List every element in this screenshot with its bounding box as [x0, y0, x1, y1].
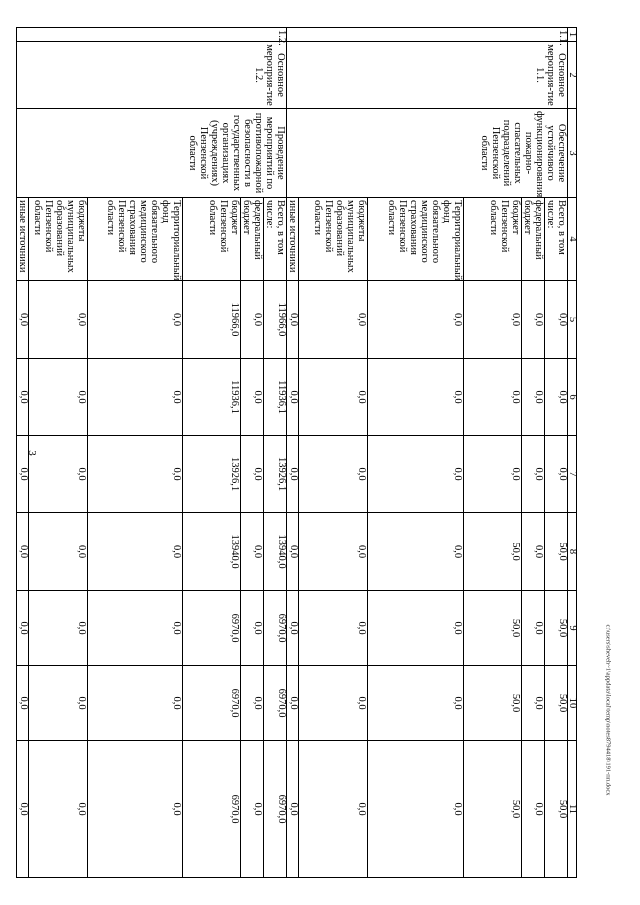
table-row: [544, 28, 567, 878]
column-number-header: 7: [568, 436, 577, 513]
funding-value: 0,0: [521, 436, 544, 513]
funding-source: федеральный бюджет: [240, 198, 263, 281]
funding-value: 0,0: [28, 281, 87, 359]
funding-value: 50,0: [544, 513, 567, 591]
funding-value: 50,0: [544, 591, 567, 666]
funding-value: 0,0: [367, 281, 463, 359]
funding-value: 0,0: [298, 359, 367, 436]
funding-source: Территориальный фонд обязательного медицинского страхования Пензенской области: [367, 198, 463, 281]
funding-value: 13926,1: [263, 436, 286, 513]
funding-value: 0,0: [286, 359, 298, 436]
funding-value: 0,0: [16, 513, 28, 591]
funding-value: 0,0: [544, 359, 567, 436]
funding-value: 0,0: [16, 359, 28, 436]
funding-source: Всего, в том числе:: [544, 198, 567, 281]
header-row: [568, 28, 577, 878]
funding-source: иные источники: [286, 198, 298, 281]
column-number-header: 2: [568, 42, 577, 109]
column-number-header: 1: [568, 28, 577, 42]
funding-value: 0,0: [286, 436, 298, 513]
item-number: 1.2.: [16, 28, 286, 42]
funding-source: бюджеты муниципальных образований Пензенской области: [28, 198, 87, 281]
funding-value: 0,0: [367, 359, 463, 436]
funding-value: 0,0: [367, 591, 463, 666]
funding-value: 0,0: [286, 666, 298, 741]
funding-value: 0,0: [87, 359, 182, 436]
funding-source: иные источники: [16, 198, 28, 281]
funding-value: 6970,0: [182, 591, 240, 666]
funding-value: 0,0: [463, 436, 521, 513]
item-number: 1.1.: [286, 28, 567, 42]
funding-source: Территориальный фонд обязательного медицинского страхования Пензенской области: [87, 198, 182, 281]
funding-value: 13940,0: [263, 513, 286, 591]
funding-value: 0,0: [286, 591, 298, 666]
funding-value: 0,0: [298, 513, 367, 591]
funding-value: 0,0: [240, 436, 263, 513]
column-number-header: 6: [568, 359, 577, 436]
funding-value: 0,0: [286, 741, 298, 878]
funding-value: 0,0: [521, 513, 544, 591]
funding-value: 0,0: [521, 591, 544, 666]
funding-value: 0,0: [28, 741, 87, 878]
event-title: Проведение мероприятий по противопожарной безопасности в государственных организациях (учреждениях) Пензенской области: [16, 109, 286, 198]
funding-value: 0,0: [298, 591, 367, 666]
funding-value: 6970,0: [263, 591, 286, 666]
funding-value: 0,0: [521, 281, 544, 359]
funding-value: 0,0: [298, 666, 367, 741]
funding-value: 0,0: [87, 281, 182, 359]
column-number-header: 9: [568, 591, 577, 666]
funding-value: 6970,0: [182, 666, 240, 741]
funding-value: 0,0: [87, 513, 182, 591]
funding-value: 0,0: [240, 741, 263, 878]
page-number: 3: [26, 450, 38, 456]
event-type: Основное мероприя-тие 1.1.: [286, 42, 567, 109]
funding-value: 0,0: [240, 281, 263, 359]
funding-value: 0,0: [286, 281, 298, 359]
event-type: Основное мероприя-тие 1.2.: [16, 42, 286, 109]
funding-value: 0,0: [16, 281, 28, 359]
funding-value: 50,0: [463, 741, 521, 878]
funding-source: бюджет Пензенской области: [182, 198, 240, 281]
funding-value: 50,0: [463, 513, 521, 591]
funding-value: 50,0: [544, 666, 567, 741]
funding-value: 0,0: [367, 513, 463, 591]
funding-value: 0,0: [286, 513, 298, 591]
funding-value: 0,0: [28, 436, 87, 513]
rotated-table-wrapper: [16, 27, 578, 877]
funding-value: 0,0: [240, 666, 263, 741]
funding-value: 0,0: [298, 741, 367, 878]
funding-value: 0,0: [240, 513, 263, 591]
funding-value: 0,0: [87, 436, 182, 513]
funding-value: 50,0: [544, 741, 567, 878]
event-title: Обеспечение устойчивого функционирования пожарно-спасательных подразделений Пензенской области: [286, 109, 567, 198]
funding-source: федеральный бюджет: [521, 198, 544, 281]
column-number-header: 11: [568, 741, 577, 878]
column-number-header: 8: [568, 513, 577, 591]
funding-value: 0,0: [298, 436, 367, 513]
funding-value: 0,0: [521, 666, 544, 741]
funding-value: 0,0: [87, 591, 182, 666]
funding-value: 11936,1: [182, 359, 240, 436]
funding-value: 11936,1: [263, 359, 286, 436]
funding-value: 50,0: [463, 666, 521, 741]
funding-value: 0,0: [367, 666, 463, 741]
funding-value: 0,0: [463, 281, 521, 359]
column-number-header: 3: [568, 109, 577, 198]
funding-value: 6970,0: [182, 741, 240, 878]
funding-value: 13940,0: [182, 513, 240, 591]
funding-source: бюджет Пензенской области: [463, 198, 521, 281]
funding-value: 11966,0: [182, 281, 240, 359]
table-row: [263, 28, 286, 878]
funding-value: 0,0: [16, 591, 28, 666]
funding-value: 0,0: [28, 666, 87, 741]
funding-value: 11966,0: [263, 281, 286, 359]
funding-value: 0,0: [28, 359, 87, 436]
funding-value: 0,0: [16, 436, 28, 513]
funding-value: 0,0: [87, 741, 182, 878]
funding-value: 0,0: [463, 359, 521, 436]
column-number-header: 10: [568, 666, 577, 741]
funding-value: 0,0: [544, 436, 567, 513]
file-path-footer: [598, 624, 618, 796]
file-path-text: c:\users\sheveh~1\appdata\local\temp\notes8794418\191-пп.docx: [604, 624, 612, 796]
funding-value: 0,0: [544, 281, 567, 359]
funding-value: 6970,0: [263, 741, 286, 878]
funding-value: 0,0: [87, 666, 182, 741]
funding-value: 6970,0: [263, 666, 286, 741]
column-number-header: 4: [568, 198, 577, 281]
funding-value: 0,0: [16, 741, 28, 878]
funding-source: бюджеты муниципальных образований Пензенской области: [298, 198, 367, 281]
funding-table: [16, 27, 577, 878]
funding-value: 0,0: [521, 741, 544, 878]
funding-value: 0,0: [521, 359, 544, 436]
funding-value: 0,0: [16, 666, 28, 741]
funding-value: 0,0: [28, 591, 87, 666]
funding-value: 0,0: [28, 513, 87, 591]
funding-value: 0,0: [367, 436, 463, 513]
funding-source: Всего, в том числе:: [263, 198, 286, 281]
funding-value: 0,0: [367, 741, 463, 878]
funding-value: 0,0: [240, 359, 263, 436]
funding-value: 50,0: [463, 591, 521, 666]
funding-value: 13926,1: [182, 436, 240, 513]
column-number-header: 5: [568, 281, 577, 359]
funding-value: 0,0: [298, 281, 367, 359]
funding-value: 0,0: [240, 591, 263, 666]
